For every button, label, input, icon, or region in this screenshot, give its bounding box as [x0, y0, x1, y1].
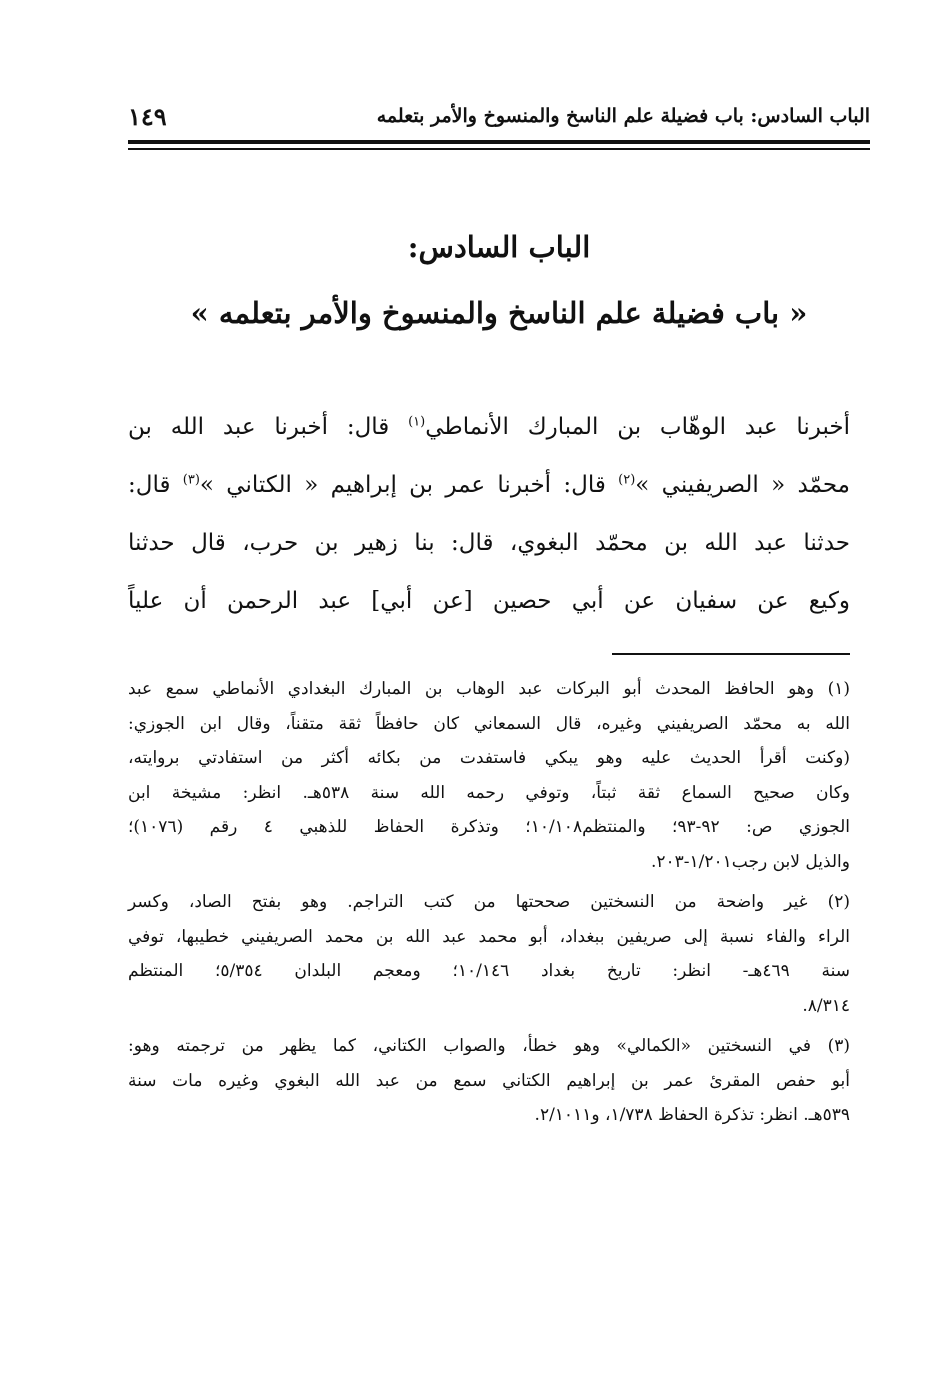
header-rule-thin [128, 148, 870, 150]
body-line: وكيع عن سفيان عن أبي حصين [عن أبي] عبد الرحمن أن علياً [128, 588, 850, 614]
footnote-line: الله به محمّد الصريفيني وغيره، قال السمعاني كان حافظاً ثقة متقناً، وقال ابن الجوزي: [128, 713, 850, 734]
footnote-line: وكان صحيح السماع ثقة ثبتاً، وتوفي رحمه الله سنة ٥٣٨هـ. انظر: مشيخة ابن [128, 782, 851, 803]
footnote-ref: (١) [408, 414, 426, 430]
footnote-1 [128, 672, 850, 879]
footnote-ref: (٢) [618, 472, 636, 488]
body-line: أخبرنا عبد الوهّاب بن المبارك الأنماطي$^{(١)}$ قال: أخبرنا عبد الله بن [128, 414, 850, 440]
footnote-line: الجوزي ص: ٩٢-٩٣؛ والمنتظم١٠/١٠٨؛ وتذكرة الحفاظ للذهبي ٤ رقم (١٠٧٦)؛ [128, 817, 851, 837]
footnote-3 [128, 1029, 850, 1133]
header-rule-thick [128, 140, 870, 144]
page-number: ١٤٩ [128, 101, 167, 131]
footnote-2 [128, 885, 850, 1023]
footnote-line: ٥٣٩هـ. انظر: تذكرة الحفاظ ١/٧٣٨، و٢/١٠١١. [534, 1105, 850, 1125]
footnote-line: والذيل لابن رجب١/٢٠١-٢٠٣. [650, 851, 850, 872]
chapter-title: الباب السادس: [407, 230, 591, 264]
footnote-line: سنة ٤٦٩هـ- انظر: تاريخ بغداد ١٠/١٤٦؛ ومعجم البلدان ٥/٣٥٤؛ المنتظم [128, 961, 850, 981]
body-line: محمّد « الصريفيني »$^{(٢)}$ قال: أخبرنا عمر بن إبراهيم « الكتاني »$^{(٣)}$ قال: [128, 472, 851, 498]
footnote-line: (٢) غير واضحة من النسختين صححتها من كتب التراجم. وهو بفتح الصاد، وكسر [128, 892, 850, 912]
footnote-separator [612, 653, 850, 655]
footnote-line: الراء والفاء نسبة إلى صريفين ببغداد، أبو محمد عبد الله بن محمد الصريفيني خطيبها، توفي [128, 926, 850, 947]
footnote-line: (١) وهو الحافظ المحدث أبو البركات عبد الوهاب بن المبارك البغدادي الأنماطي سمع عبد [128, 679, 850, 699]
body-line: حدثنا عبد الله بن محمّد البغوي، قال: بنا زهير بن حرب، قال حدثنا [128, 530, 850, 556]
footnote-line: (٣) في النسختين «الكمالي» وهو خطأ، والصواب الكتاني، كما يظهر من ترجمته وهو: [128, 1036, 850, 1056]
footnote-ref: (٣) [182, 472, 200, 488]
body-text [128, 398, 850, 630]
footnote-line: ٨/٣١٤. [802, 995, 850, 1016]
footnotes [128, 672, 850, 1139]
chapter-subtitle: « باب فضيلة علم الناسخ والمنسوخ والأمر بتعلمه » [190, 296, 808, 330]
page-header [128, 96, 870, 136]
footnote-line: (وكنت أقرأ الحديث عليه وهو يبكي فاستفدت من بكائه أكثر من استفادتي بروايته، [128, 748, 850, 768]
running-title: الباب السادس: باب فضيلة علم الناسخ والمنسوخ والأمر بتعلمه [376, 105, 870, 127]
footnote-line: أبو حفص المقرئ عمر بن إبراهيم الكتاني سمع من عبد الله البغوي وغيره مات سنة [128, 1070, 850, 1091]
